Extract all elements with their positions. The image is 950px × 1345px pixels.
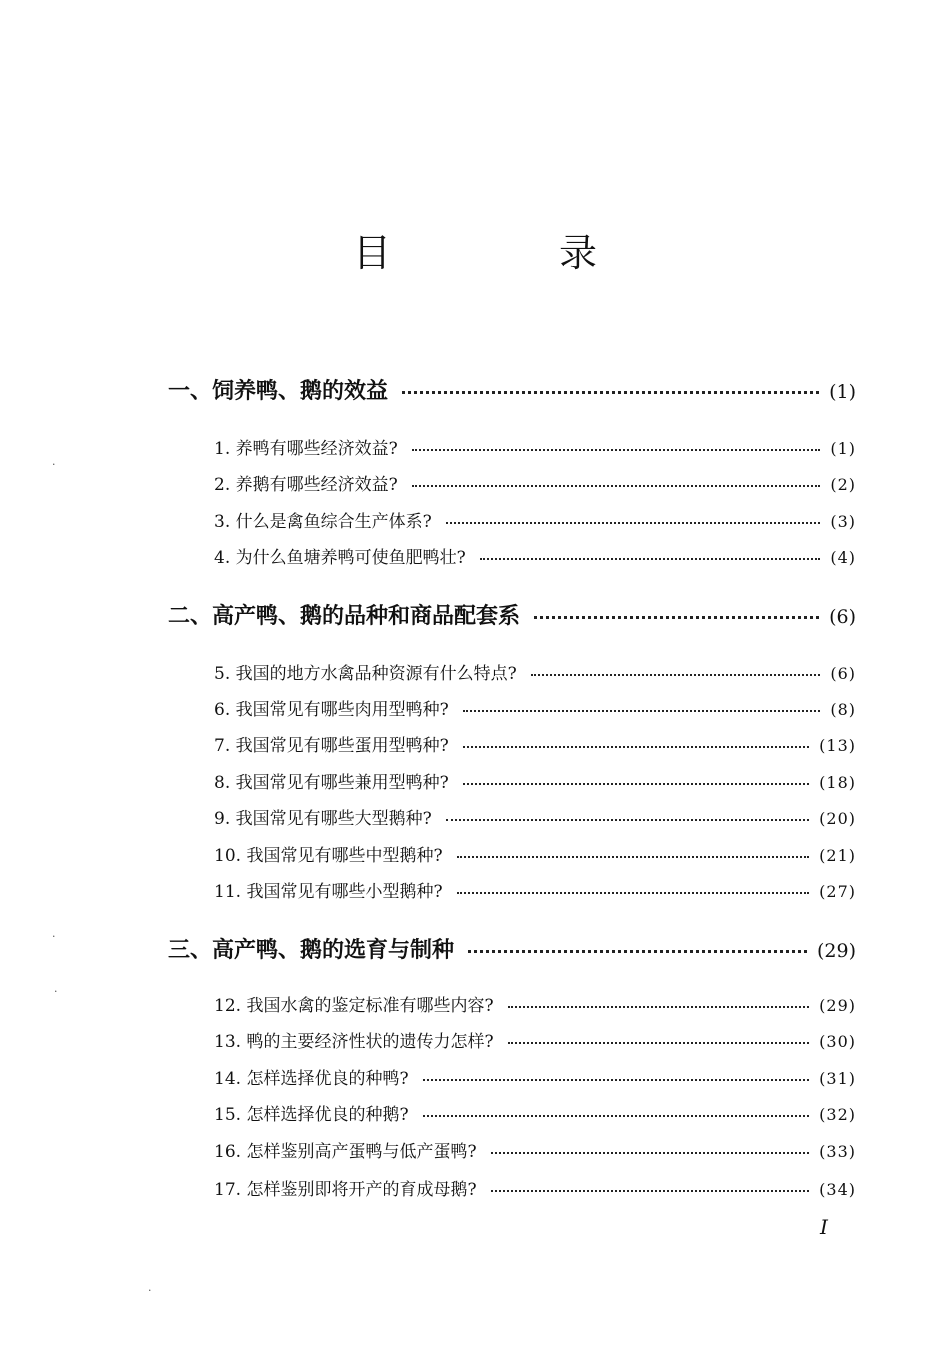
entry-title: 12. 我国水禽的鉴定标准有哪些内容? xyxy=(214,996,494,1016)
entry-title: 4. 为什么鱼塘养鸭可使鱼肥鸭壮? xyxy=(214,548,466,568)
dot-leader xyxy=(508,1042,810,1044)
entry-title: 3. 什么是禽鱼综合生产体系? xyxy=(214,512,432,532)
toc-entry xyxy=(214,1175,856,1200)
toc-entry xyxy=(214,1137,856,1162)
dot-leader xyxy=(463,783,809,785)
entry-page: (2) xyxy=(830,475,856,494)
entry-page: (34) xyxy=(819,1180,856,1199)
dot-leader xyxy=(534,616,819,619)
entry-title: 17. 怎样鉴别即将开产的育成母鹅? xyxy=(214,1180,477,1200)
toc-entry xyxy=(214,695,856,720)
chapter-title: 三、高产鸭、鹅的选育与制种 xyxy=(168,938,455,963)
chapter-page: (1) xyxy=(829,381,856,403)
toc-entry xyxy=(214,1027,856,1052)
toc-entry xyxy=(214,991,856,1016)
toc-entry xyxy=(214,543,856,568)
entry-title: 14. 怎样选择优良的种鸭? xyxy=(214,1069,409,1089)
toc-entry xyxy=(214,434,856,459)
dot-leader xyxy=(531,674,821,676)
chapter-page: (29) xyxy=(816,940,856,962)
dot-leader xyxy=(446,522,821,524)
entry-page: (21) xyxy=(819,846,856,865)
entry-page: (3) xyxy=(830,512,856,531)
page-title: 目 录 xyxy=(352,231,676,275)
entry-title: 15. 怎样选择优良的种鹅? xyxy=(214,1105,409,1125)
entry-title: 9. 我国常见有哪些大型鹅种? xyxy=(214,809,432,829)
dot-leader xyxy=(468,950,807,953)
entry-title: 10. 我国常见有哪些中型鹅种? xyxy=(214,846,443,866)
toc-entry xyxy=(214,1100,856,1125)
toc-entry xyxy=(214,731,856,756)
entry-title: 6. 我国常见有哪些肉用型鸭种? xyxy=(214,700,449,720)
entry-page: (1) xyxy=(830,439,856,458)
entry-page: (29) xyxy=(819,996,856,1015)
entry-title: 7. 我国常见有哪些蛋用型鸭种? xyxy=(214,736,449,756)
toc-entry xyxy=(214,841,856,866)
scan-speck: · xyxy=(54,985,58,998)
scan-speck: · xyxy=(52,458,56,471)
dot-leader xyxy=(412,485,821,487)
dot-leader xyxy=(480,558,821,560)
scan-speck: · xyxy=(52,930,56,943)
dot-leader xyxy=(508,1006,810,1008)
toc-entry xyxy=(214,507,856,532)
chapter-heading-2 xyxy=(168,599,856,630)
scan-speck: · xyxy=(148,1284,152,1297)
toc-entry xyxy=(214,659,856,684)
dot-leader xyxy=(423,1115,810,1117)
entry-page: (18) xyxy=(819,773,856,792)
entry-title: 8. 我国常见有哪些兼用型鸭种? xyxy=(214,773,449,793)
chapter-title: 二、高产鸭、鹅的品种和商品配套系 xyxy=(168,604,521,629)
chapter-heading-1 xyxy=(168,374,856,405)
toc-entry xyxy=(214,1064,856,1089)
entry-page: (27) xyxy=(819,882,856,901)
toc-entry xyxy=(214,470,856,495)
entry-page: (4) xyxy=(830,548,856,567)
dot-leader xyxy=(491,1190,810,1192)
page-number: I xyxy=(820,1215,828,1239)
dot-leader xyxy=(457,856,810,858)
chapter-heading-3 xyxy=(168,933,856,964)
entry-title: 1. 养鸭有哪些经济效益? xyxy=(214,439,398,459)
entry-page: (8) xyxy=(830,700,856,719)
entry-title: 13. 鸭的主要经济性状的遗传力怎样? xyxy=(214,1032,494,1052)
entry-title: 16. 怎样鉴别高产蛋鸭与低产蛋鸭? xyxy=(214,1142,477,1162)
dot-leader xyxy=(446,819,809,821)
entry-page: (13) xyxy=(819,736,856,755)
dot-leader xyxy=(402,391,819,394)
toc-entry xyxy=(214,768,856,793)
entry-page: (30) xyxy=(819,1032,856,1051)
dot-leader xyxy=(457,892,810,894)
toc-entry xyxy=(214,877,856,902)
entry-title: 11. 我国常见有哪些小型鹅种? xyxy=(214,882,443,902)
chapter-page: (6) xyxy=(829,606,856,628)
entry-page: (20) xyxy=(819,809,856,828)
entry-page: (32) xyxy=(819,1105,856,1124)
entry-title: 2. 养鹅有哪些经济效益? xyxy=(214,475,398,495)
toc-entry xyxy=(214,804,856,829)
dot-leader xyxy=(423,1079,810,1081)
chapter-title: 一、饲养鸭、鹅的效益 xyxy=(168,379,389,404)
entry-page: (33) xyxy=(819,1142,856,1161)
dot-leader xyxy=(412,449,821,451)
entry-page: (6) xyxy=(830,664,856,683)
entry-page: (31) xyxy=(819,1069,856,1088)
dot-leader xyxy=(463,746,809,748)
dot-leader xyxy=(491,1152,810,1154)
entry-title: 5. 我国的地方水禽品种资源有什么特点? xyxy=(214,664,517,684)
dot-leader xyxy=(463,710,821,712)
